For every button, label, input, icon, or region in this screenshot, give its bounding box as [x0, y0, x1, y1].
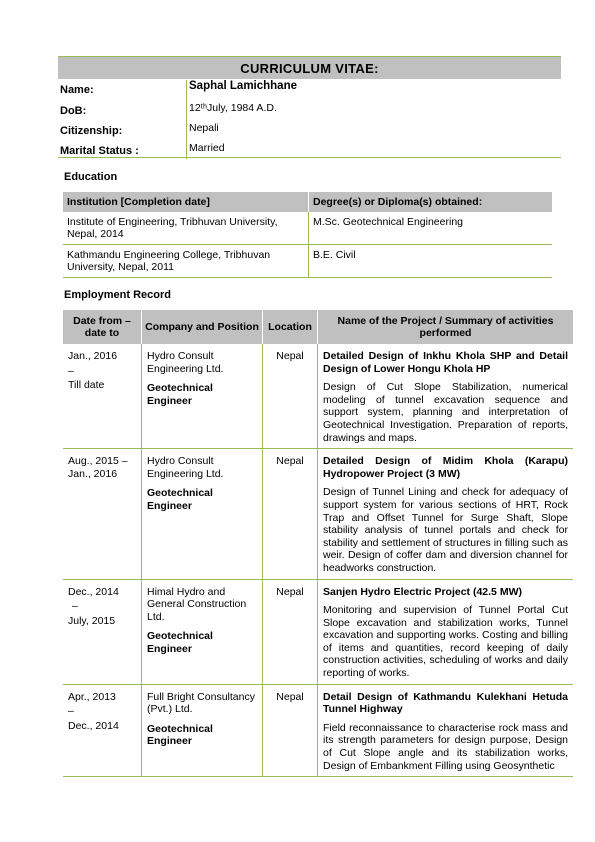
education-heading: Education: [64, 171, 118, 183]
personal-row-name: [58, 78, 561, 100]
date-from: Jan., 2016: [68, 350, 118, 362]
education-table: [63, 192, 552, 278]
employment-location: Nepal: [263, 344, 318, 449]
citizenship-value: Nepali: [186, 120, 561, 140]
employment-dates: [63, 684, 142, 777]
employment-header-location: Location: [263, 310, 318, 344]
project-summary: Field reconnaissance to characterise rock mass and its strength parameters for design purpose, Design of Cut Slope angle and its stabilization works, Design of Embankment Filling using Geosynthetic: [323, 721, 568, 772]
employment-project: [318, 579, 574, 684]
education-degree: M.Sc. Geotechnical Engineering: [309, 212, 553, 245]
project-title: Sanjen Hydro Electric Project (42.5 MW): [323, 585, 522, 598]
table-row: [63, 344, 573, 449]
date-from: Apr., 2013: [68, 690, 116, 703]
cv-title: CURRICULUM VITAE:: [58, 56, 561, 79]
date-to: Dec., 2014: [68, 719, 119, 732]
personal-info: [58, 78, 561, 159]
employment-header-date: Date from – date to: [63, 310, 142, 344]
employment-location: Nepal: [263, 684, 318, 777]
company-name: Himal Hydro and General Construction Ltd.: [147, 585, 247, 623]
employment-heading: Employment Record: [64, 289, 171, 301]
employment-company: [142, 449, 263, 579]
employment-table: [63, 310, 573, 777]
marital-value: Married: [186, 140, 561, 159]
employment-header-project: Name of the Project / Summary of activities performed: [318, 310, 574, 344]
name-label: Name:: [60, 84, 94, 96]
table-row: [63, 684, 573, 777]
education-institution: Institute of Engineering, Tribhuvan University, Nepal, 2014: [63, 212, 309, 245]
project-title: Detail Design of Kathmandu Kulekhani Hetuda Tunnel Highway: [323, 690, 568, 716]
date-to: July, 2015: [68, 614, 116, 627]
table-row: [63, 449, 573, 579]
company-name: Hydro Consult Engineering Ltd.: [147, 350, 224, 375]
date-dash: –: [68, 705, 74, 718]
employment-header-company: Company and Position: [142, 310, 263, 344]
education-header-row: [63, 192, 552, 212]
company-name: Hydro Consult Engineering Ltd.: [147, 455, 224, 480]
dob-label: DoB:: [60, 105, 87, 117]
position-title: Geotechnical Engineer: [147, 382, 213, 407]
employment-company: [142, 344, 263, 449]
employment-location: Nepal: [263, 449, 318, 579]
employment-dates: [63, 579, 142, 684]
company-name: Full Bright Consultancy (Pvt.) Ltd.: [147, 690, 255, 716]
employment-dates: [63, 344, 142, 449]
education-header-institution: Institution [Completion date]: [63, 192, 309, 212]
employment-project: [318, 344, 574, 449]
date-to: Jan., 2016: [68, 467, 118, 480]
education-institution: Kathmandu Engineering College, Tribhuvan University, Nepal, 2011: [63, 245, 309, 278]
project-summary: Design of Cut Slope Stabilization, numerical modeling of tunnel excavation sequence and support system, planning and interpretation of Geotechnical Investigation. Preparation of reports, drawings and maps.: [323, 381, 568, 444]
position-title: Geotechnical Engineer: [147, 630, 213, 655]
employment-location: Nepal: [263, 579, 318, 684]
citizenship-label: Citizenship:: [60, 125, 123, 137]
employment-dates: [63, 449, 142, 579]
table-row: [63, 579, 573, 684]
project-summary: Design of Tunnel Lining and check for adequacy of support system for various sections of HRT, Rock Trap and Offset Tunnel for Surge Shaft, Slope stability analysis of tunnel portals and check for stability and settlement of structures in filling such as weir. Design of coffer dam and diversion channel for headworks construction.: [323, 486, 568, 574]
date-to: Till date: [68, 379, 105, 392]
position-title: Geotechnical Engineer: [147, 487, 213, 512]
education-degree: B.E. Civil: [309, 245, 553, 278]
date-from: Aug., 2015 –: [68, 455, 128, 468]
project-summary: Monitoring and supervision of Tunnel Portal Cut Slope excavation and stabilization works, Tunnel excavation and supporting works. Costing and billing of items and quantities, record keeping of daily construction activities, scheduling of works and daily reporting of works.: [323, 604, 568, 680]
marital-label: Marital Status :: [60, 145, 139, 157]
date-from: Dec., 2014: [68, 585, 119, 598]
personal-row-citizenship: [58, 120, 561, 140]
project-title: Detailed Design of Inkhu Khola SHP and Detail Design of Lower Hongu Khola HP: [323, 350, 568, 375]
project-title: Detailed Design of Midim Khola (Karapu) Hydropower Project (3 MW): [323, 455, 568, 480]
employment-header-row: [63, 310, 573, 344]
table-row: [63, 212, 552, 245]
date-dash: –: [68, 364, 74, 377]
table-row: [63, 245, 552, 278]
date-dash: –: [72, 600, 78, 613]
education-header-degree: Degree(s) or Diploma(s) obtained:: [309, 192, 553, 212]
dob-value: 12ᵗʰJuly, 1984 A.D.: [186, 100, 561, 120]
personal-row-dob: [58, 100, 561, 120]
personal-info-divider: [58, 157, 561, 158]
employment-company: [142, 579, 263, 684]
employment-company: [142, 684, 263, 777]
employment-project: [318, 449, 574, 579]
employment-project: [318, 684, 574, 777]
position-title: Geotechnical Engineer: [147, 722, 213, 748]
name-value: Saphal Lamichhane: [186, 80, 561, 100]
